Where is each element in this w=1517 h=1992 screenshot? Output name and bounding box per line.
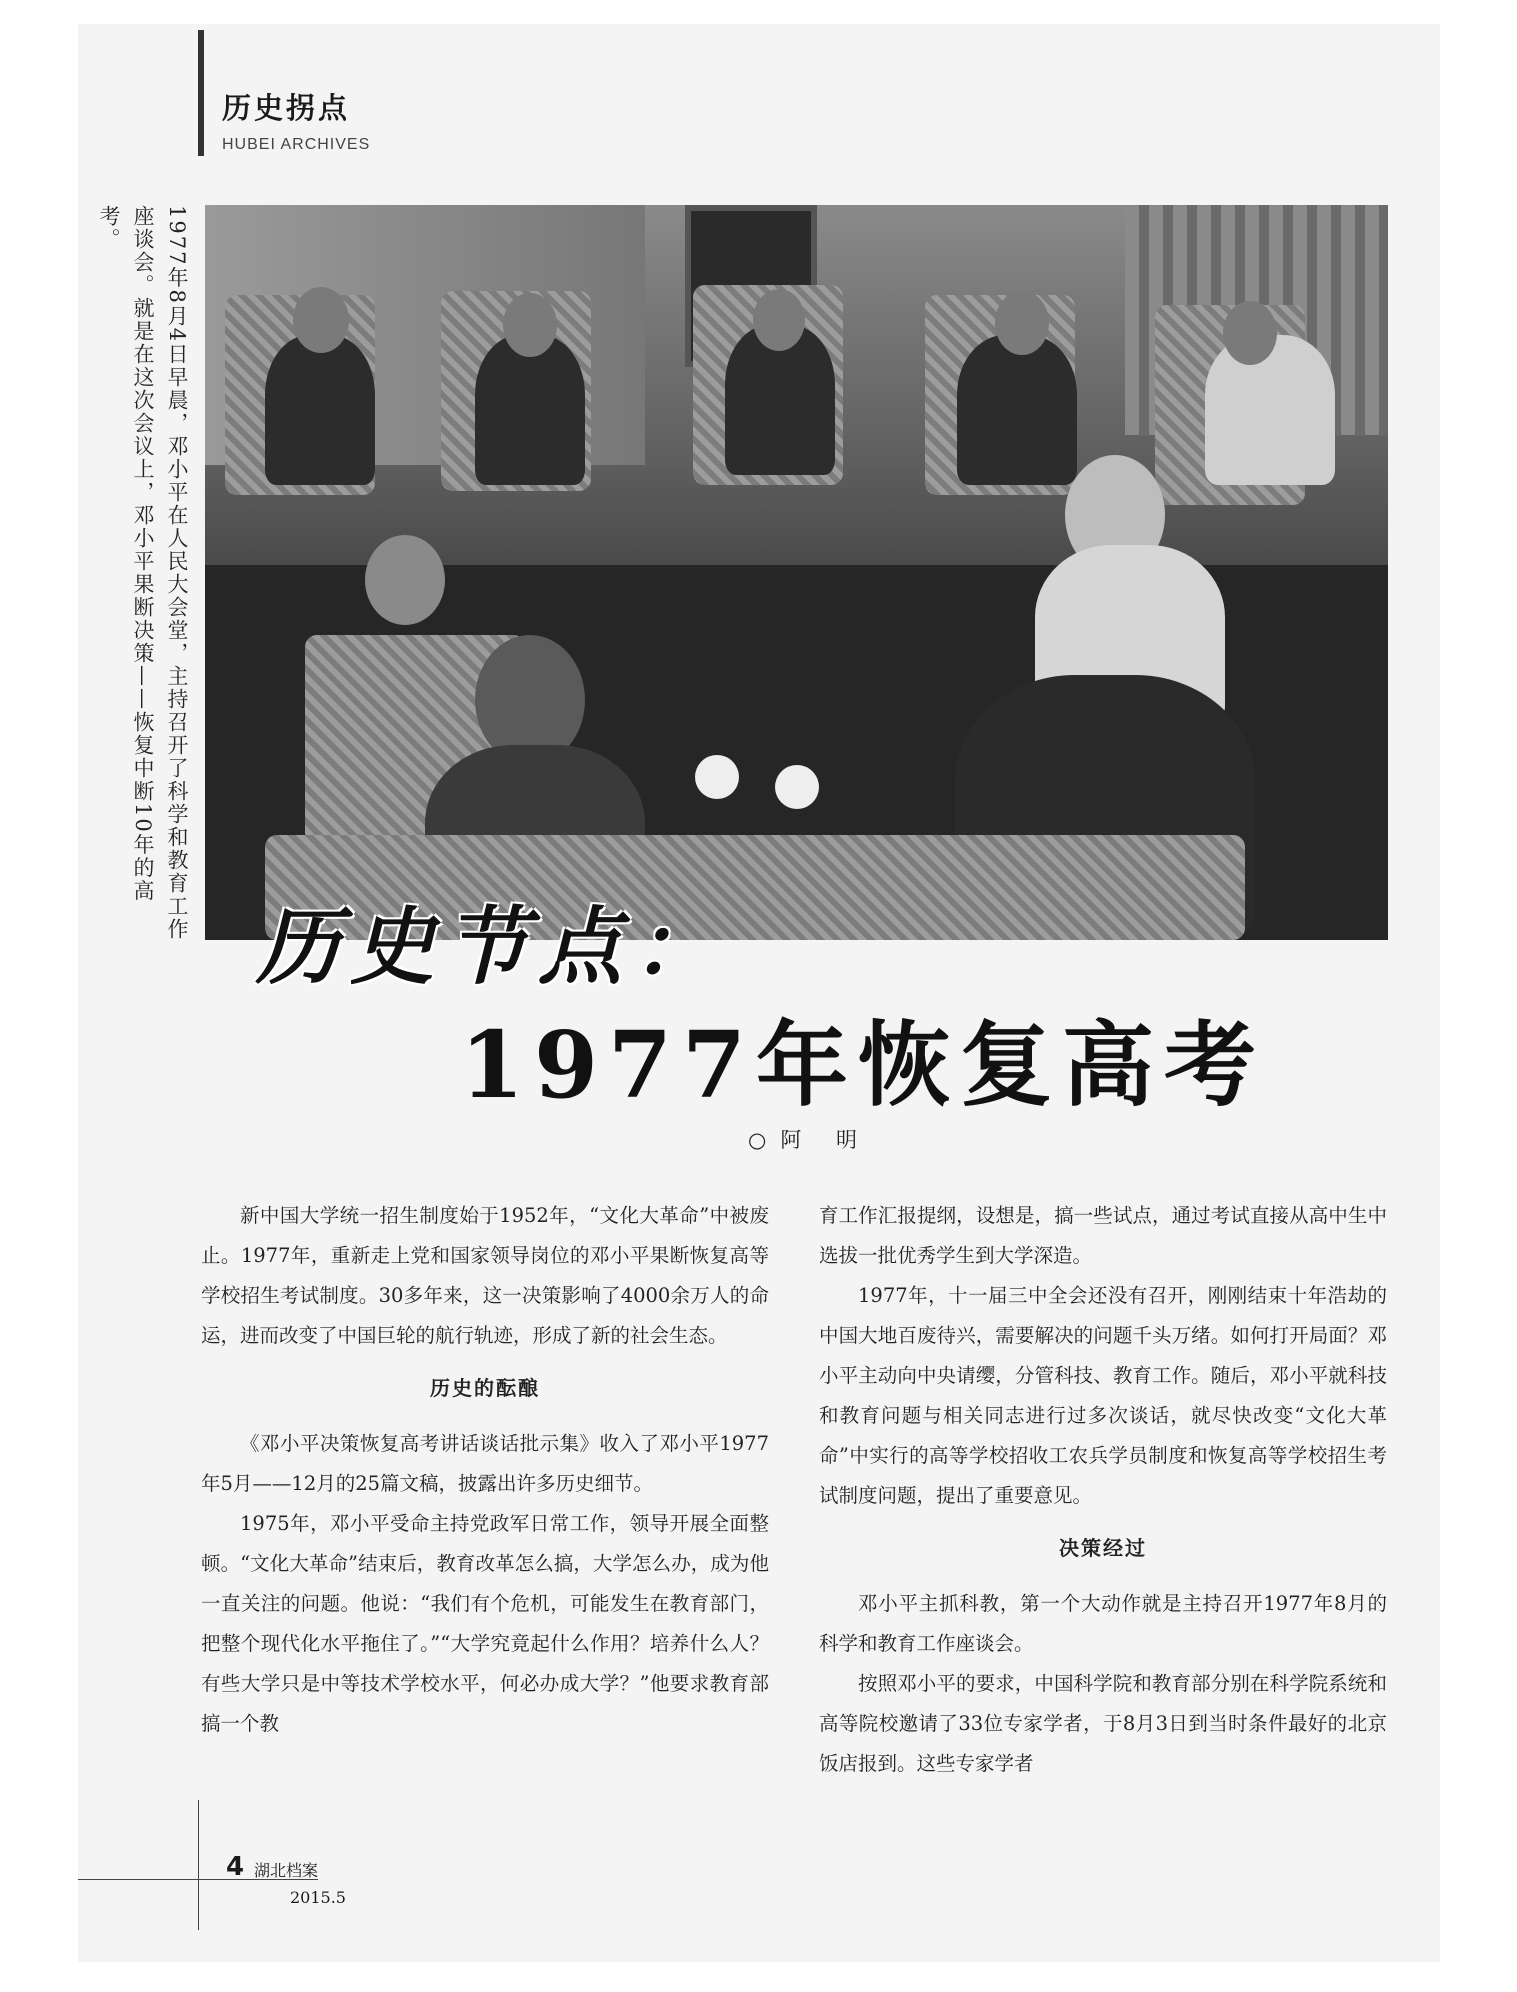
paragraph: 按照邓小平的要求，中国科学院和教育部分别在科学院系统和高等院校邀请了33位专家学者，于8月3日到当时条件最好的北京饭店报到。这些专家学者 [819, 1672, 1387, 1775]
paragraph: 《邓小平决策恢复高考讲话谈话批示集》收入了邓小平1977年5月——12月的25篇文稿，披露出许多历史细节。 [201, 1432, 769, 1495]
headline-line2: 1977年恢复高考 [460, 1011, 1267, 1119]
paragraph: 育工作汇报提纲，设想是，搞一些试点，通过考试直接从高中生中选拔一批优秀学生到大学深造。 [819, 1204, 1387, 1267]
magazine-name: 湖北档案 [254, 1861, 319, 1880]
section-subtitle-en: HUBEI ARCHIVES [222, 136, 371, 153]
paragraph: 1975年，邓小平受命主持党政军日常工作，领导开展全面整顿。“文化大革命”结束后，教育改革怎么搞，大学怎么办，成为他一直关注的问题。他说：“我们有个危机，可能发生在教育部门，把整个现代化水平拖住了。”“大学究竟起什么作用？培养什么人？有些大学只是中等技术学校水平，何必办成大学？”他要求教育部搞一个教 [201, 1512, 769, 1735]
article-column-right [819, 1196, 1387, 1784]
subheading: 决策经过 [1059, 1536, 1147, 1560]
meeting-photo [205, 205, 1388, 940]
footer-divider-vertical [198, 1800, 199, 1930]
page-number: 4 [226, 1852, 245, 1882]
header-accent-bar [198, 30, 204, 156]
paragraph: 1977年，十一届三中全会还没有召开，刚刚结束十年浩劫的中国大地百废待兴，需要解决的问题千头万绪。如何打开局面？邓小平主动向中央请缨，分管科技、教育工作。随后，邓小平就科技和教育问题与相关同志进行过多次谈话，就尽快改变“文化大革命”中实行的高等学校招收工农兵学员制度和恢复高等学校招生考试制度问题，提出了重要意见。 [819, 1284, 1387, 1507]
photo-caption: 1977年8月4日早晨，邓小平在人民大会堂，主持召开了科学和教育工作座谈会。就是在这次会议上，邓小平果断决策——恢复中断10年的高考。 [97, 205, 189, 942]
paragraph: 新中国大学统一招生制度始于1952年，“文化大革命”中被废止。1977年，重新走上党和国家领导岗位的邓小平果断恢复高等学校招生考试制度。30多年来，这一决策影响了4000余万人的命运，进而改变了中国巨轮的航行轨迹，形成了新的社会生态。 [201, 1204, 769, 1347]
paragraph: 邓小平主抓科教，第一个大动作就是主持召开1977年8月的科学和教育工作座谈会。 [819, 1592, 1387, 1655]
headline-line1: 历史节点： [256, 898, 727, 996]
issue-number: 2015.5 [290, 1888, 346, 1907]
subheading: 历史的酝酿 [430, 1376, 540, 1400]
section-title: 历史拐点 [222, 91, 351, 125]
author: ○阿 明 [748, 1128, 871, 1152]
article-column-left [201, 1196, 769, 1744]
